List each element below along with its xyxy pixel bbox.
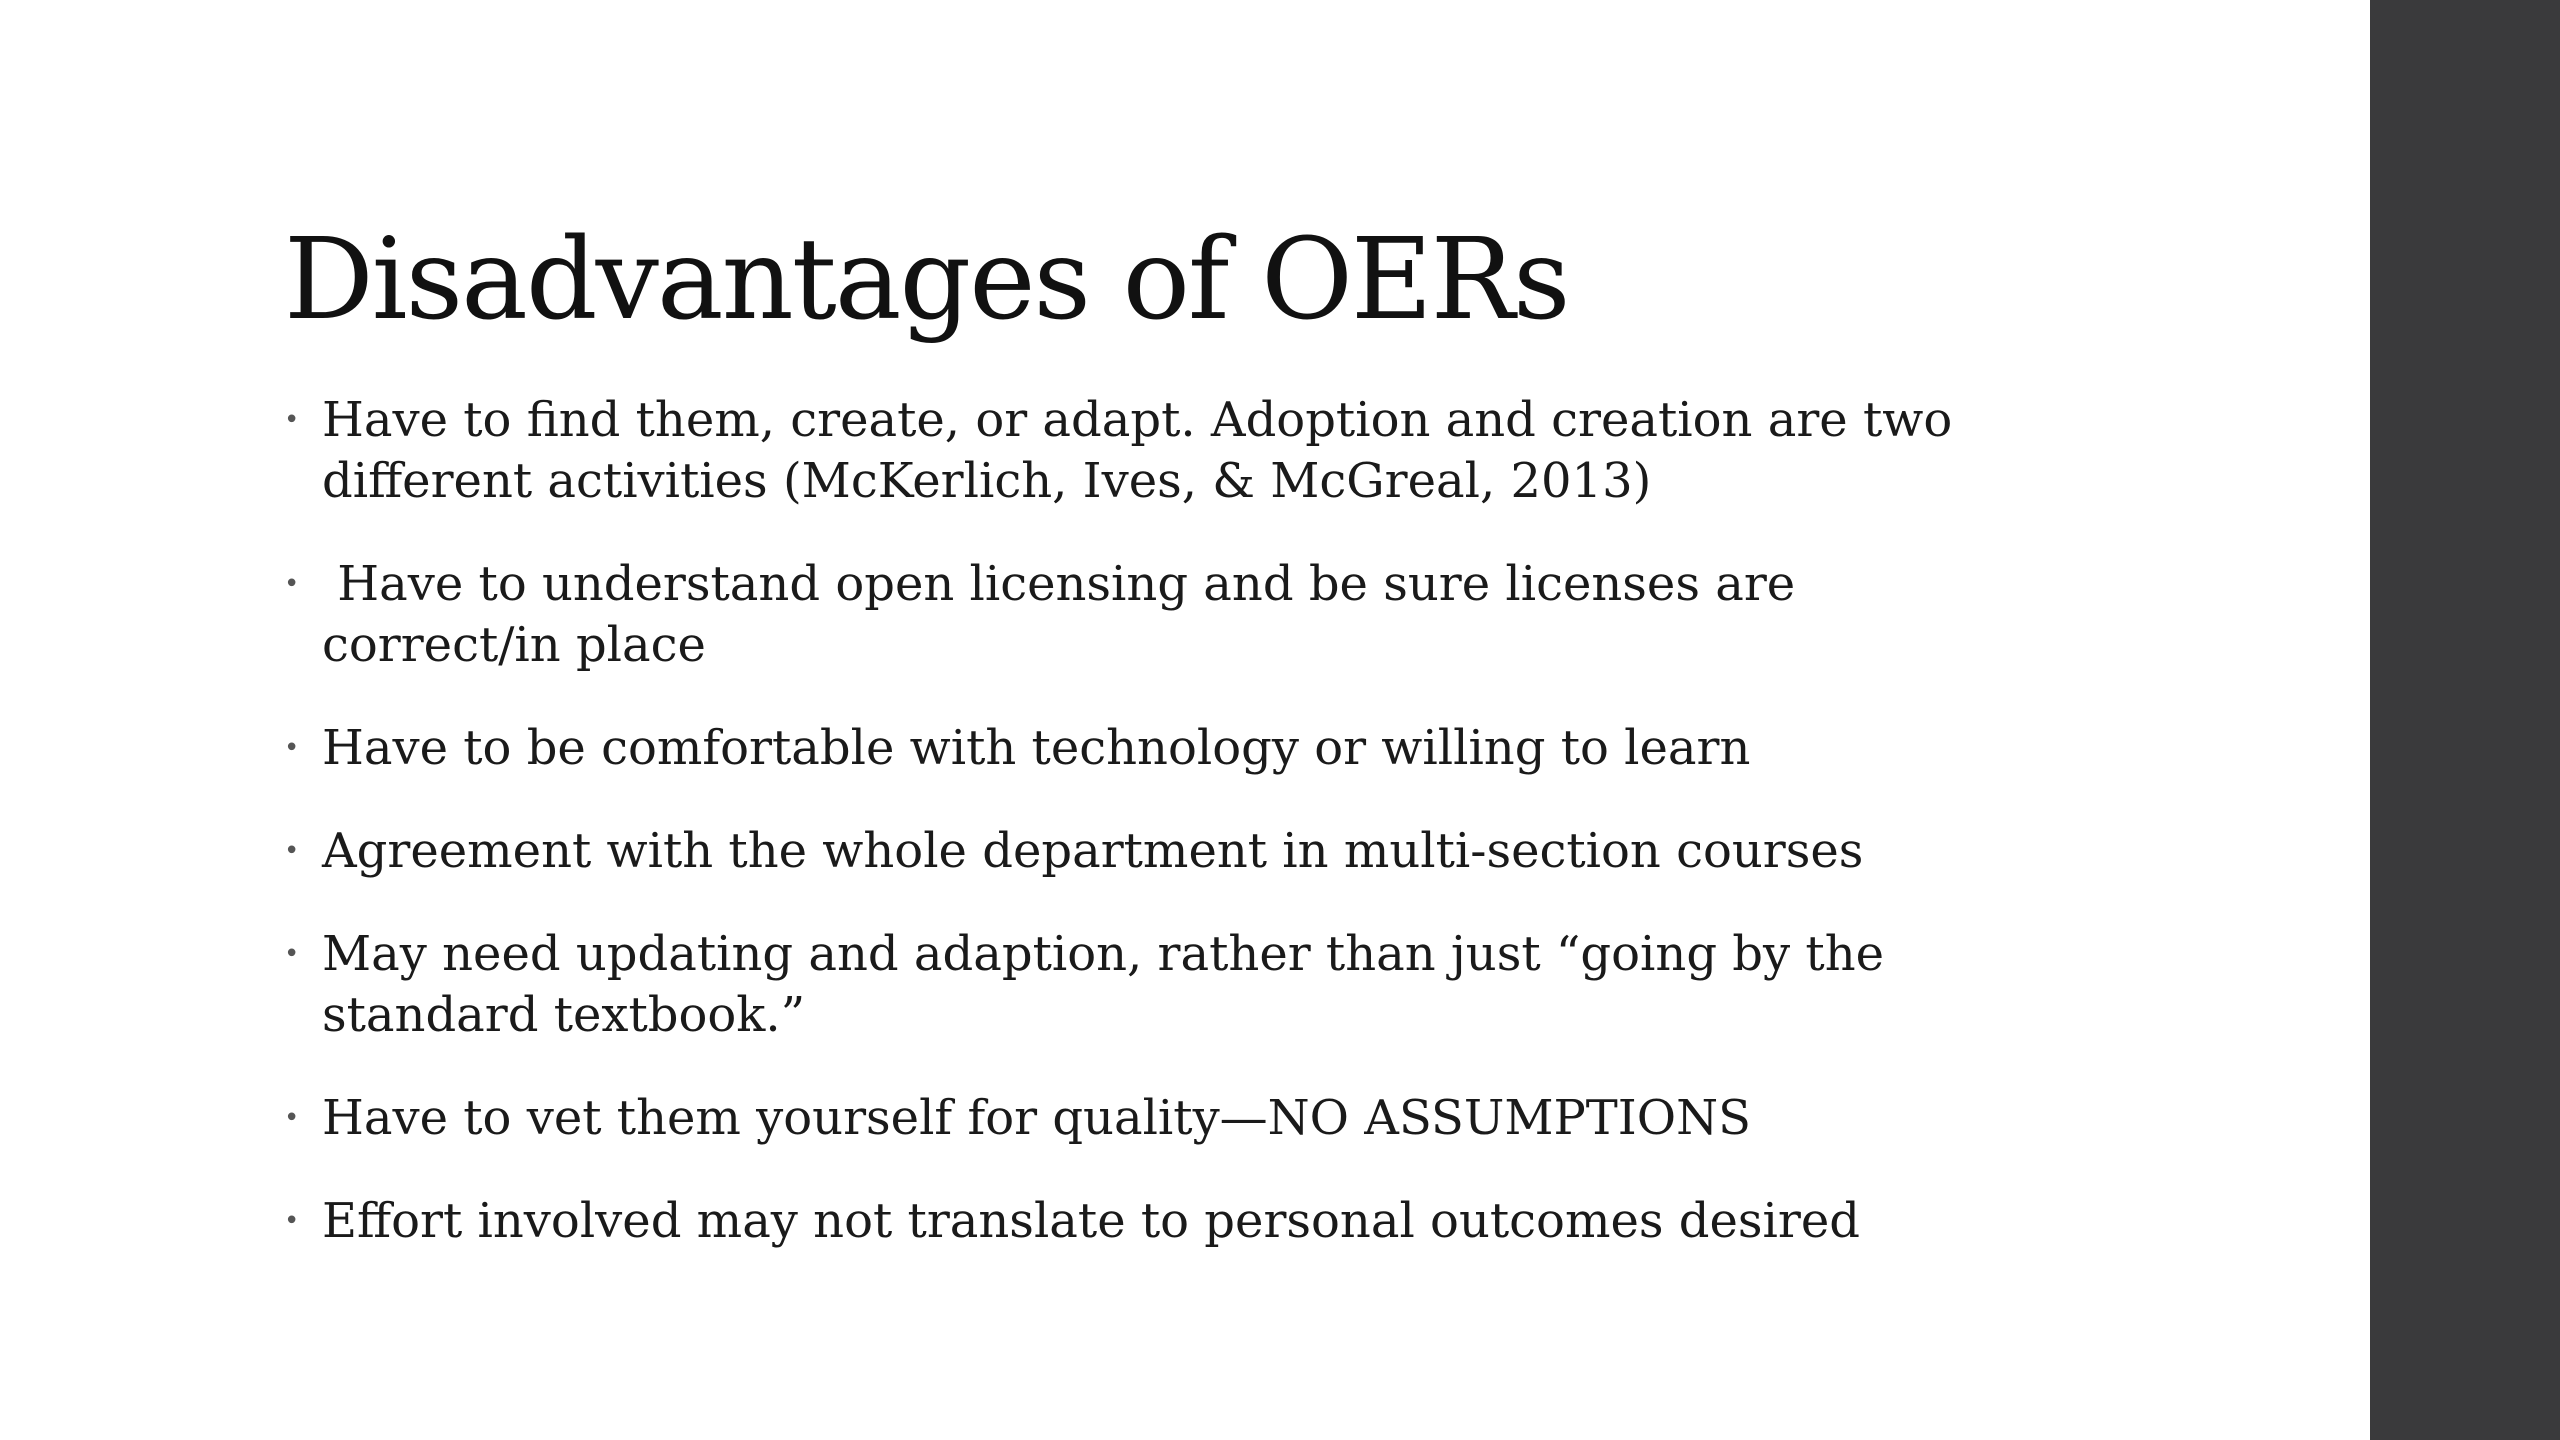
- bullet-item: [284, 718, 2044, 779]
- bullet-text: May need updating and adaption, rather than just “going by the standard textbook.”: [322, 926, 1885, 1043]
- bullet-item: [284, 821, 2044, 882]
- bullet-text: Have to be comfortable with technology or willing to learn: [322, 720, 1751, 776]
- slide-title: Disadvantages of OERs: [284, 215, 1569, 345]
- bullet-item: [284, 554, 2044, 676]
- bullet-item: [284, 390, 2044, 512]
- bullet-icon: •: [284, 1206, 300, 1236]
- bullet-text: Have to find them, create, or adapt. Adoption and creation are two different activities (McKerlich, Ives, & McGreal, 2013): [322, 392, 1953, 509]
- bullet-icon: •: [284, 836, 300, 866]
- bullet-text: Have to vet them yourself for quality—NO ASSUMPTIONS: [322, 1090, 1751, 1146]
- bullet-icon: •: [284, 733, 300, 763]
- bullet-item: [284, 924, 2044, 1046]
- side-accent-bar: [2370, 0, 2560, 1440]
- bullet-item: [284, 1088, 2044, 1149]
- bullet-text: Agreement with the whole department in multi-section courses: [322, 823, 1864, 879]
- bullet-text: Have to understand open licensing and be sure licenses are correct/in place: [322, 556, 1811, 673]
- bullet-list: [284, 390, 2044, 1294]
- bullet-icon: •: [284, 569, 300, 599]
- bullet-icon: •: [284, 1103, 300, 1133]
- bullet-text: Effort involved may not translate to personal outcomes desired: [322, 1193, 1860, 1249]
- bullet-icon: •: [284, 939, 300, 969]
- bullet-icon: •: [284, 405, 300, 435]
- bullet-item: [284, 1191, 2044, 1252]
